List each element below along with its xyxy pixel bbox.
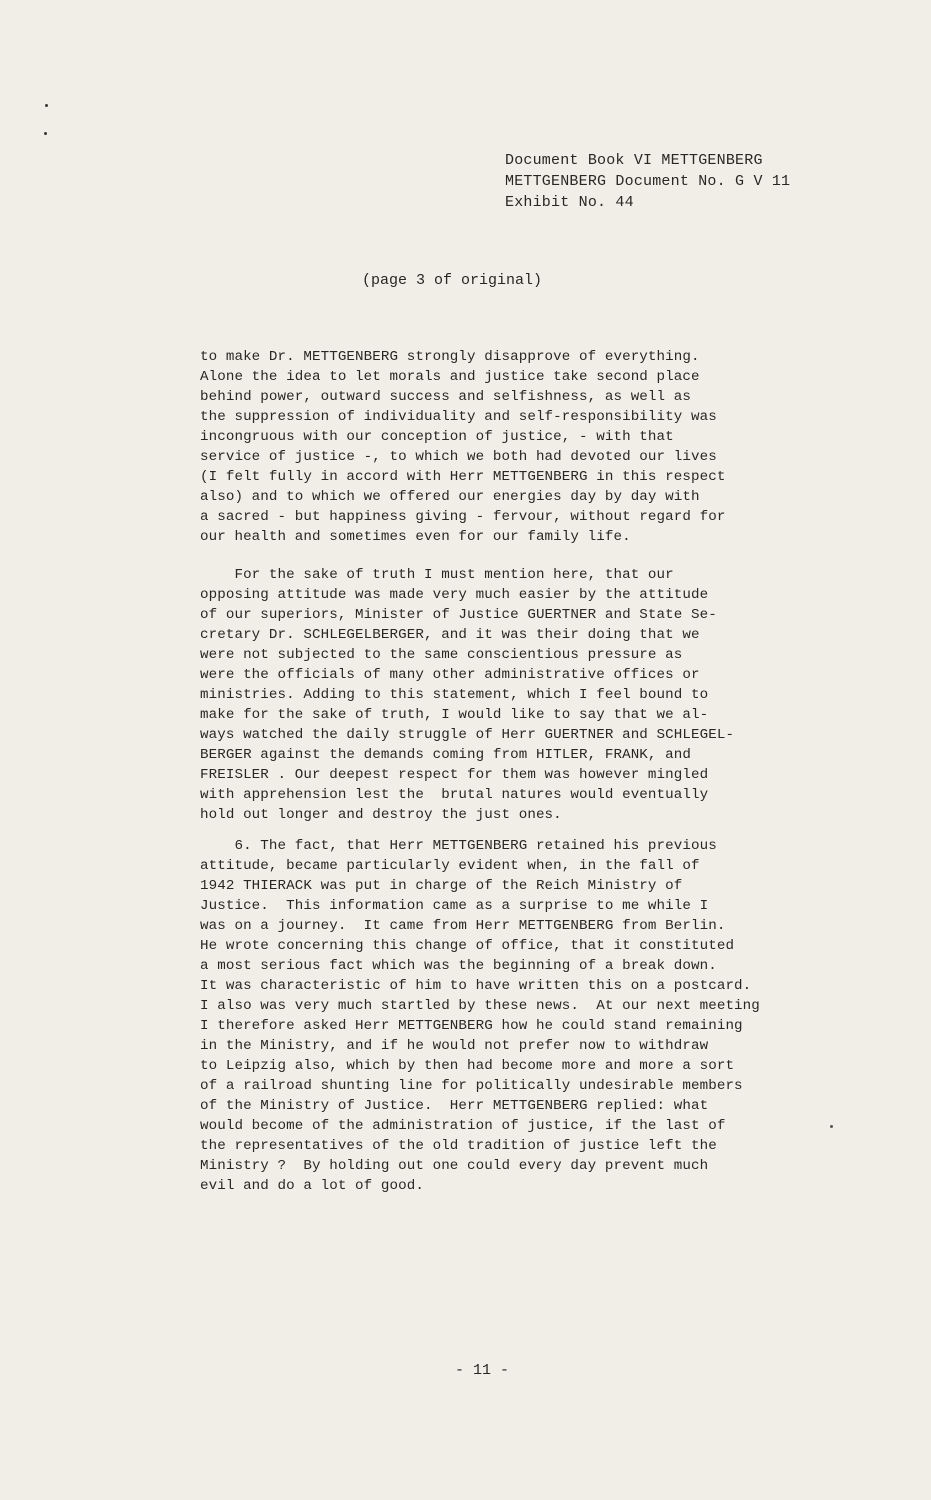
header-document-number: METTGENBERG Document No. G V 11: [505, 173, 791, 190]
paragraph-2: [200, 565, 840, 825]
text-line: It was characteristic of him to have written this on a postcard.: [200, 978, 752, 994]
text-line: our health and sometimes even for our family life.: [200, 529, 631, 545]
text-line: I therefore asked Herr METTGENBERG how he could stand remaining: [200, 1018, 743, 1034]
text-line: ways watched the daily struggle of Herr GUERTNER and SCHLEGEL-: [200, 727, 735, 743]
text-line: Alone the idea to let morals and justice take second place: [200, 369, 700, 385]
text-line: of our superiors, Minister of Justice GUERTNER and State Se-: [200, 607, 717, 623]
text-line: in the Ministry, and if he would not prefer now to withdraw: [200, 1038, 709, 1054]
text-line: BERGER against the demands coming from HITLER, FRANK, and: [200, 747, 691, 763]
text-line: ministries. Adding to this statement, which I feel bound to: [200, 687, 709, 703]
text-line: of a railroad shunting line for politically undesirable members: [200, 1078, 743, 1094]
text-line: were not subjected to the same conscientious pressure as: [200, 647, 683, 663]
paragraph-3: [200, 836, 840, 1196]
text-line: of the Ministry of Justice. Herr METTGENBERG replied: what: [200, 1098, 709, 1114]
text-line: the suppression of individuality and self-responsibility was: [200, 409, 717, 425]
text-line: For the sake of truth I must mention here, that our: [200, 567, 674, 583]
text-line: was on a journey. It came from Herr METTGENBERG from Berlin.: [200, 918, 726, 934]
text-line: with apprehension lest the brutal natures would eventually: [200, 787, 709, 803]
text-line: a most serious fact which was the beginning of a break down.: [200, 958, 717, 974]
text-line: I also was very much startled by these news. At our next meeting: [200, 998, 760, 1014]
text-line: make for the sake of truth, I would like to say that we al-: [200, 707, 709, 723]
text-line: cretary Dr. SCHLEGELBERGER, and it was their doing that we: [200, 627, 700, 643]
text-line: a sacred - but happiness giving - fervour, without regard for: [200, 509, 726, 525]
text-line: incongruous with our conception of justice, - with that: [200, 429, 674, 445]
text-line: the representatives of the old tradition of justice left the: [200, 1138, 717, 1154]
text-line: service of justice -, to which we both had devoted our lives: [200, 449, 717, 465]
text-line: attitude, became particularly evident when, in the fall of: [200, 858, 700, 874]
header-exhibit-number: Exhibit No. 44: [505, 194, 634, 211]
text-line: to make Dr. METTGENBERG strongly disapprove of everything.: [200, 349, 700, 365]
document-header: [505, 150, 790, 213]
text-line: (I felt fully in accord with Herr METTGENBERG in this respect: [200, 469, 726, 485]
text-line: FREISLER . Our deepest respect for them was however mingled: [200, 767, 709, 783]
text-line: evil and do a lot of good.: [200, 1178, 424, 1194]
paragraph-1: [200, 347, 840, 547]
text-line: also) and to which we offered our energies day by day with: [200, 489, 700, 505]
text-line: behind power, outward success and selfishness, as well as: [200, 389, 691, 405]
punch-mark: [44, 132, 47, 135]
text-line: 6. The fact, that Herr METTGENBERG retained his previous: [200, 838, 717, 854]
text-line: 1942 THIERACK was put in charge of the Reich Ministry of: [200, 878, 683, 894]
text-line: Ministry ? By holding out one could every day prevent much: [200, 1158, 709, 1174]
text-line: Justice. This information came as a surprise to me while I: [200, 898, 709, 914]
punch-mark: [45, 104, 48, 107]
header-document-book: Document Book VI METTGENBERG: [505, 152, 763, 169]
text-line: He wrote concerning this change of office, that it constituted: [200, 938, 735, 954]
text-line: would become of the administration of justice, if the last of: [200, 1118, 726, 1134]
text-line: hold out longer and destroy the just ones.: [200, 807, 562, 823]
page-number: - 11 -: [455, 1362, 510, 1379]
text-line: were the officials of many other administrative offices or: [200, 667, 700, 683]
text-line: to Leipzig also, which by then had become more and more a sort: [200, 1058, 735, 1074]
page-reference: (page 3 of original): [362, 272, 543, 289]
text-line: opposing attitude was made very much easier by the attitude: [200, 587, 709, 603]
